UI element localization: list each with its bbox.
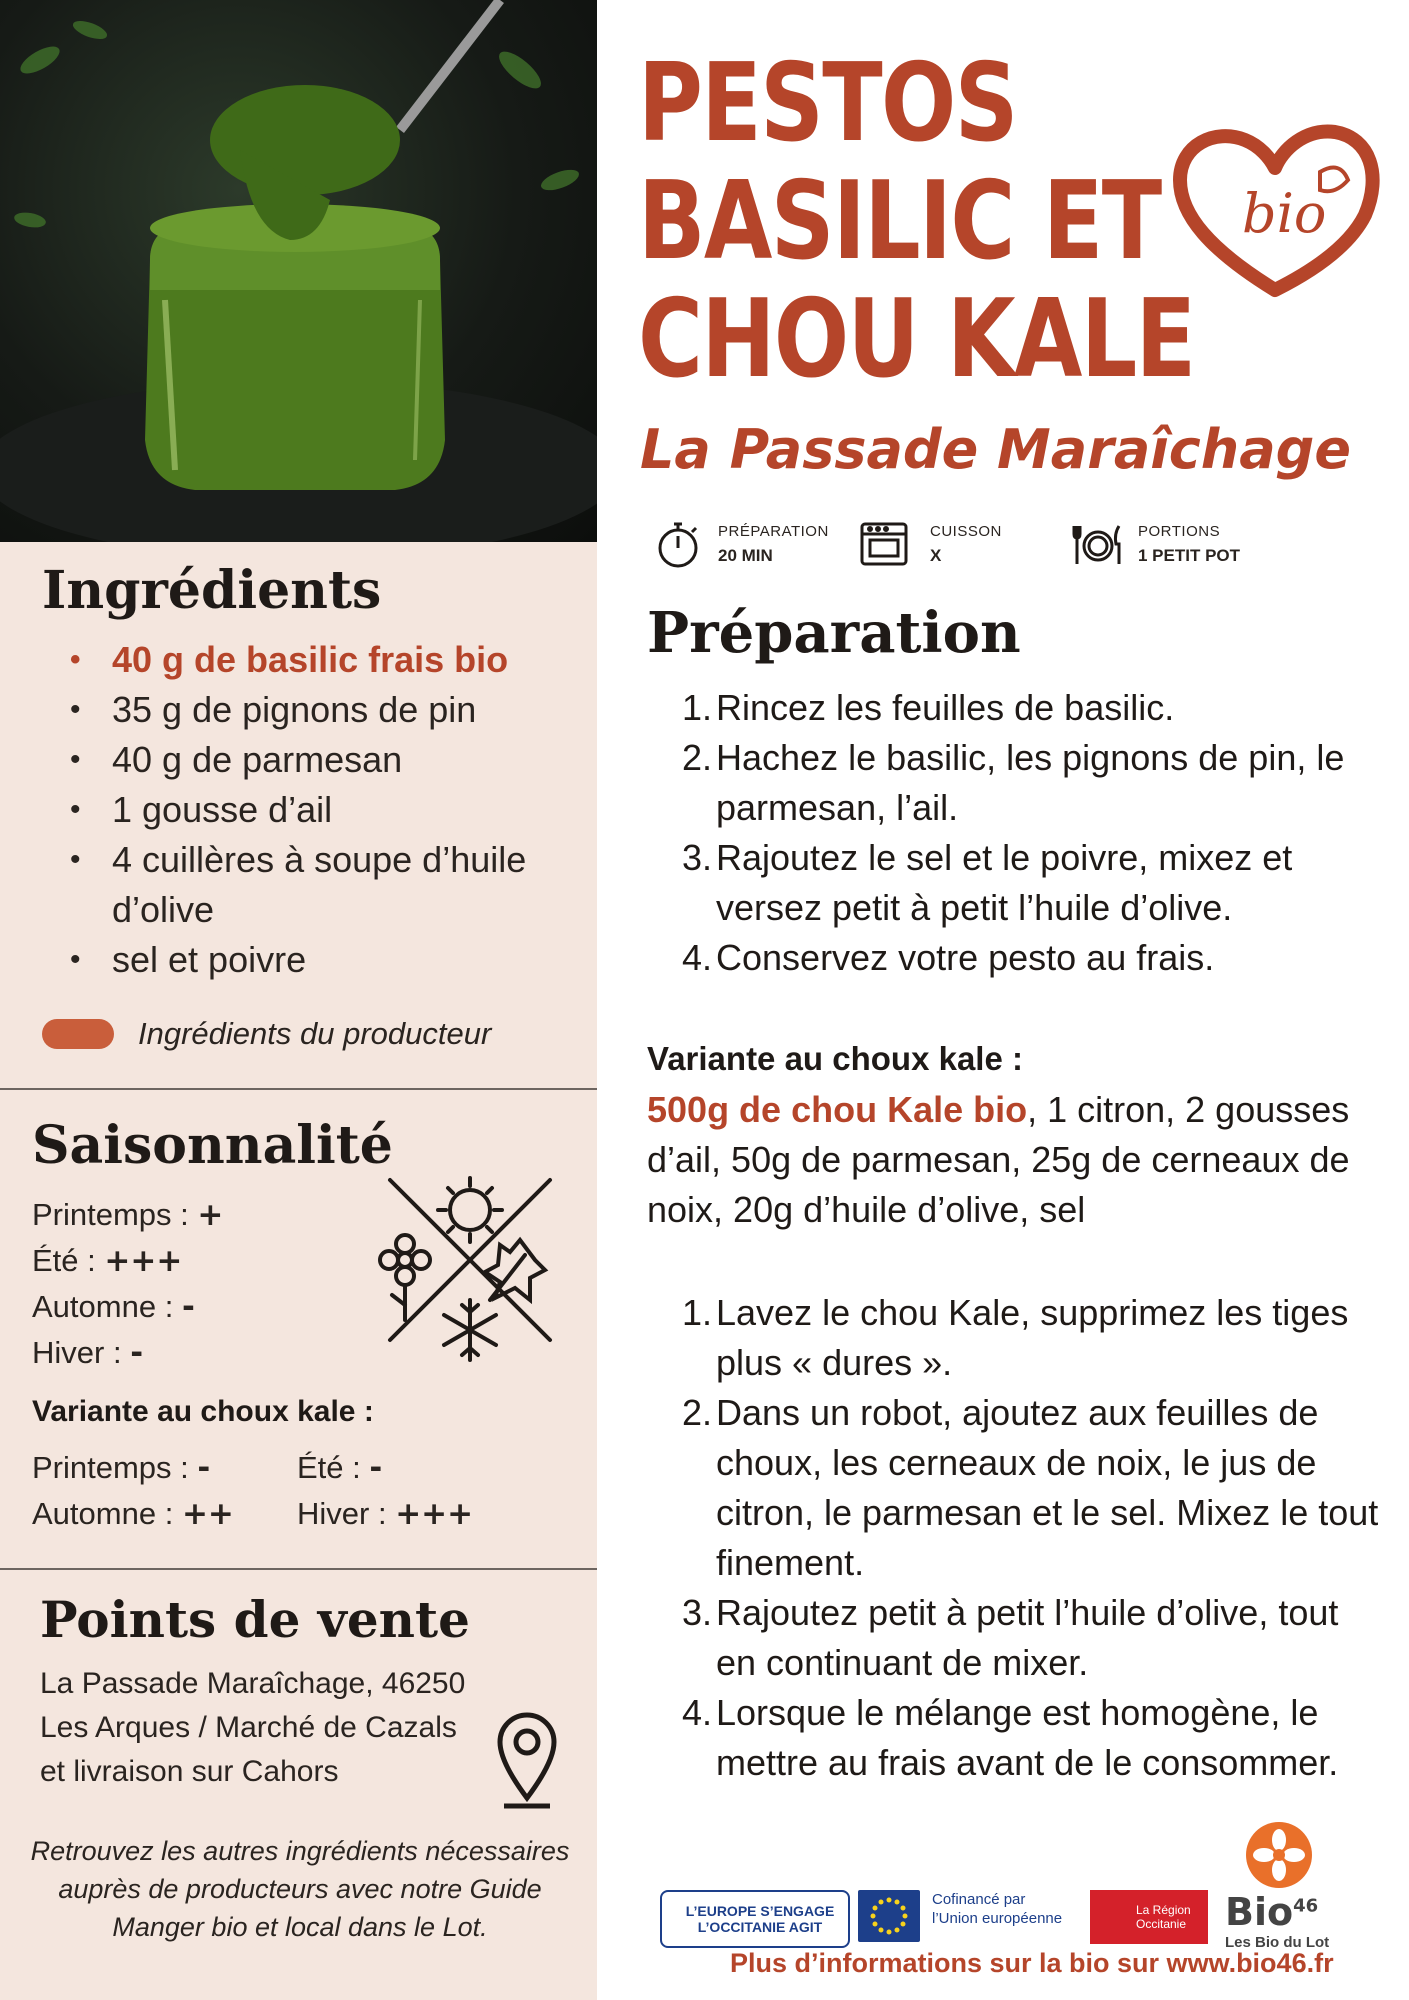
seasonality-variant-grid [32, 1445, 532, 1537]
eu-flag-icon [858, 1890, 920, 1942]
seasonality-title: Saisonnalité [32, 1115, 393, 1176]
pesto-jar-photo [0, 0, 597, 542]
ingredient-item: • 4 cuillères à soupe d’huile d’olive [70, 835, 590, 935]
divider [0, 1088, 597, 1090]
recipe-title: PESTOS BASILIC ET CHOU KALE [638, 41, 1195, 402]
preparation-title: Préparation [647, 600, 1021, 666]
ingredients-title: Ingrédients [42, 560, 382, 621]
ingredient-item: • 40 g de parmesan [70, 735, 590, 785]
season-row: Printemps : - [32, 1450, 211, 1486]
season-row: Été : - [297, 1450, 383, 1486]
step-item: 3. Rajoutez petit à petit l’huile d’olive, tout en continuant de mixer. [681, 1592, 1339, 1683]
ingredient-item: • sel et poivre [70, 935, 590, 985]
bio-heart-badge [1170, 120, 1385, 300]
ingredient-item: • 40 g de basilic frais bio [70, 635, 590, 685]
meta-cuisson: CUISSON X [858, 518, 1002, 570]
ingredients-list [70, 635, 590, 985]
meta-preparation: PRÉPARATION 20 MIN [652, 518, 829, 570]
variant-steps [680, 1288, 1380, 1788]
seasonality-list [32, 1192, 223, 1376]
season-row: Automne : - [32, 1289, 195, 1325]
oven-icon [858, 518, 910, 570]
season-row: Hiver : - [32, 1335, 144, 1371]
step-item: 2. Hachez le basilic, les pignons de pin, le parmesan, l’ail. [681, 737, 1345, 828]
ingredient-item: • 35 g de pignons de pin [70, 685, 590, 735]
region-occitanie-logo: La Région Occitanie [1090, 1890, 1208, 1944]
preparation-steps [680, 683, 1380, 983]
producer-subtitle: La Passade Maraîchage [640, 418, 1351, 481]
eu-cofinance-text: Cofinancé par l’Union européenne [932, 1891, 1063, 1927]
left-panel [0, 0, 597, 2000]
meta-portions: PORTIONS 1 PETIT POT [1072, 518, 1240, 570]
bio-badge-text: bio [1242, 182, 1327, 245]
variant-title: Variante au choux kale : [647, 1040, 1023, 1077]
step-item: 4. Lorsque le mélange est homogène, le mettre au frais avant de le consommer. [681, 1692, 1339, 1783]
step-item: 4. Conservez votre pesto au frais. [681, 937, 1215, 978]
points-de-vente-title: Points de vente [40, 1590, 470, 1649]
step-item: 2. Dans un robot, ajoutez aux feuilles de choux, les cerneaux de noix, le jus de citron, le parmesan et le sel. Mixez le tout finement. [681, 1392, 1379, 1583]
plate-cutlery-icon [1072, 518, 1124, 570]
ingredient-item: • 1 gousse d’ail [70, 785, 590, 835]
points-de-vente-text: La Passade Maraîchage, 46250 Les Arques / Marché de Cazals et livraison sur Cahors [40, 1667, 466, 1788]
seasonality-variant-title: Variante au choux kale : [32, 1395, 374, 1428]
season-row: Hiver : +++ [297, 1496, 474, 1532]
season-row: Automne : ++ [32, 1496, 234, 1532]
divider [0, 1568, 597, 1570]
bio46-logo: Bio$^{46}$ Les Bio du Lot [1225, 1890, 1330, 1951]
bio46-flower-icon [1244, 1820, 1314, 1890]
legend-label: Ingrédients du producteur [138, 1016, 492, 1051]
stopwatch-icon [652, 518, 704, 570]
season-row: Printemps : + [32, 1197, 224, 1233]
step-item: 1. Rincez les feuilles de basilic. [681, 687, 1175, 728]
footer-note: Retrouvez les autres ingrédients nécessaires auprès de producteurs avec notre Guide Manger bio et local dans le Lot. [30, 1836, 570, 1942]
europe-occitanie-logo: L’EUROPE S’ENGAGE L’OCCITANIE AGIT [660, 1890, 850, 1948]
more-info-link[interactable]: Plus d’informations sur la bio sur www.bio46.fr [730, 1948, 1334, 1978]
step-item: 1. Lavez le chou Kale, supprimez les tiges plus « dures ». [681, 1292, 1349, 1383]
seasons-icon [360, 1160, 570, 1370]
producer-legend [42, 1016, 491, 1052]
legend-swatch [42, 1019, 114, 1049]
step-item: 3. Rajoutez le sel et le poivre, mixez et versez petit à petit l’huile d’olive. [681, 837, 1293, 928]
season-row: Été : +++ [32, 1243, 183, 1279]
location-pin-icon [492, 1710, 562, 1810]
variant-ingredients: 500g de chou Kale bio, 1 citron, 2 gousses d’ail, 50g de parmesan, 25g de cerneaux de noix, 20g d’huile d’olive, sel [647, 1089, 1350, 1230]
